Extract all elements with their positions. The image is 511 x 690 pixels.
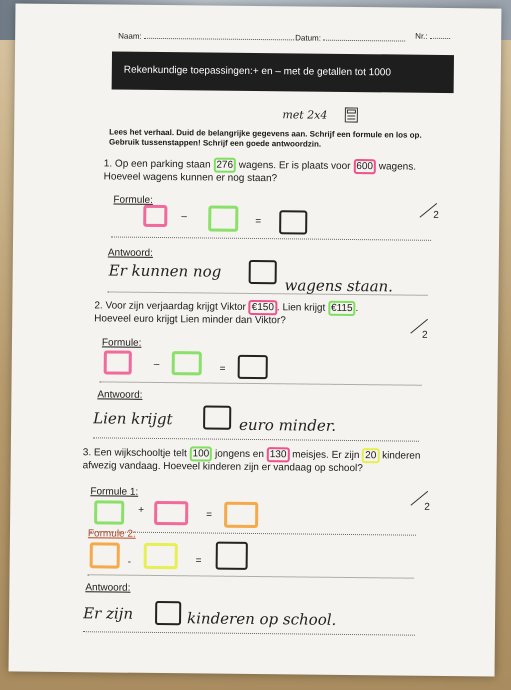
q3-f2-equals: = xyxy=(195,555,202,567)
q1-formula-line xyxy=(111,236,431,240)
q2-formula-line xyxy=(100,381,422,385)
q3-f1-box-green xyxy=(94,500,124,524)
q3-number: 3. xyxy=(82,447,92,459)
q2-text: Voor zijn verjaardag krijgt Viktor xyxy=(105,300,249,313)
q1-line2: Hoeveel wagens kunnen er nog staan? xyxy=(103,171,278,185)
q2-box-pink xyxy=(104,350,132,374)
q3-score: 2 xyxy=(424,501,430,513)
q3-highlight-20: 20 xyxy=(362,448,379,463)
q3-answer-end: kinderen op school. xyxy=(186,609,337,629)
q2-equals: = xyxy=(219,363,226,375)
q2-answer-label: Antwoord: xyxy=(97,389,143,401)
q1-highlight-600: 600 xyxy=(353,159,376,174)
q3-answer-start: Er zijn xyxy=(83,604,134,623)
q1-result-box xyxy=(279,210,307,234)
q1-box-pink xyxy=(143,205,167,227)
nr-field xyxy=(415,30,450,41)
q3-line2: afwezig vandaag. Hoeveel kinderen zijn er vandaag op school? xyxy=(82,460,363,475)
q2-number: 2. xyxy=(94,300,103,312)
q2-result-box xyxy=(238,355,268,379)
q2-operator: – xyxy=(153,358,160,370)
q2-score: 2 xyxy=(422,329,428,341)
name-field xyxy=(118,30,294,43)
question-3 xyxy=(83,446,421,476)
name-dots xyxy=(144,30,294,41)
q3-highlight-100: 100 xyxy=(189,446,212,461)
q2-box-green xyxy=(172,351,202,375)
date-dots xyxy=(323,32,405,42)
q1-answer-label: Antwoord: xyxy=(107,247,153,259)
q1-text-b: wagens. Er is plaats voor xyxy=(235,159,354,173)
q1-answer-box xyxy=(249,260,277,284)
q3-answer-label: Antwoord: xyxy=(85,582,131,594)
date-field xyxy=(295,31,405,43)
q2-answer-box xyxy=(203,405,231,429)
q1-box-green xyxy=(208,206,238,232)
date-label: Datum: xyxy=(295,33,322,43)
q3-f2-box-yellow xyxy=(144,543,178,569)
q2-highlight-115: €115 xyxy=(328,301,356,316)
q2-answer-start: Lien krijgt xyxy=(93,409,173,429)
worksheet-title: Rekenkundige toepassingen:+ en – met de getallen tot 1000 xyxy=(112,51,454,93)
q3-f1-operator: + xyxy=(138,504,145,516)
q3-f2-result-box xyxy=(216,542,248,570)
q3-text-d: kinderen xyxy=(379,450,421,462)
q3-text-c: meisjes. Er zijn xyxy=(289,449,363,462)
question-1 xyxy=(104,157,416,186)
q3-f1-equals: = xyxy=(206,509,213,521)
q1-highlight-276: 276 xyxy=(213,158,236,173)
q1-text-c: wagens. xyxy=(375,161,417,173)
q3-text: Een wijkschooltje telt xyxy=(93,447,190,460)
q1-operator: – xyxy=(181,211,187,223)
q3-formula2-label: Formule 2: xyxy=(87,528,136,540)
handwritten-note: met 2x4 xyxy=(282,108,328,122)
question-2 xyxy=(94,299,358,328)
q3-answer-box xyxy=(155,601,181,625)
q3-text-b: jongens en xyxy=(212,448,267,461)
q1-formula-label: Formule: xyxy=(113,194,153,206)
nr-label: Nr.: xyxy=(415,31,428,41)
name-label: Naam: xyxy=(118,31,142,41)
q1-equals: = xyxy=(255,215,262,228)
calculator-icon xyxy=(344,107,358,128)
q3-highlight-130: 130 xyxy=(267,447,290,462)
q3-formula1-label: Formule 1: xyxy=(90,486,139,498)
q3-formula1-line xyxy=(90,531,416,535)
q1-answer-end: wagens staan. xyxy=(284,276,394,296)
q3-answer-line xyxy=(83,631,415,635)
q1-number: 1. xyxy=(103,158,113,170)
q1-text: Op een parking staan xyxy=(114,158,214,171)
instructions: Lees het verhaal. Duid de belangrijke gegevens aan. Schrijf een formule en los op. Gebruik tussenstappen! Schrijf een goede antwoordzin. xyxy=(109,127,422,149)
q2-text-c: . xyxy=(355,303,359,315)
q2-answer-end: euro minder. xyxy=(239,415,337,435)
q2-answer-line xyxy=(93,437,419,441)
q3-formula2-line xyxy=(88,574,414,578)
q1-answer-start: Er kunnen nog xyxy=(108,261,222,281)
worksheet-paper xyxy=(9,3,502,676)
q2-text-b: . Lien krijgt xyxy=(276,302,329,314)
q2-formula-label: Formule: xyxy=(101,337,142,349)
q3-f1-box-pink xyxy=(154,501,188,525)
q3-f2-operator: - xyxy=(127,556,132,568)
q3-f2-box-orange xyxy=(90,542,120,568)
q2-line2: Hoeveel euro krijgt Lien minder dan Viktor? xyxy=(94,313,286,327)
q1-score: 2 xyxy=(433,209,439,221)
q3-f1-box-orange xyxy=(224,502,258,528)
q2-highlight-150: €150 xyxy=(249,300,277,315)
nr-dots xyxy=(430,30,450,39)
